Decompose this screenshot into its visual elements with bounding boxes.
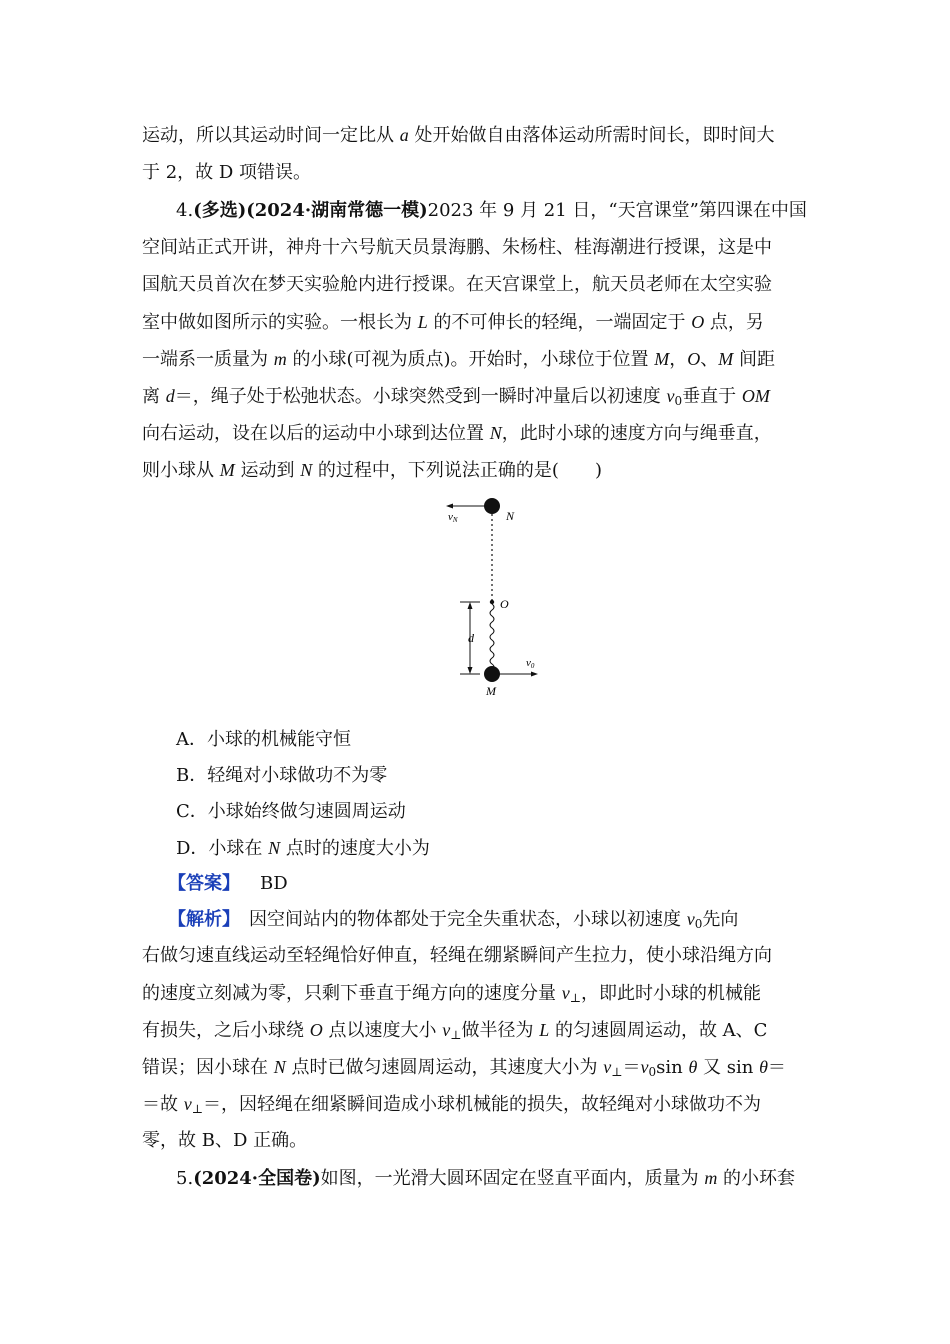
q4-line-3: 国航天员首次在梦天实验舱内进行授课。在天宫课堂上，航天员老师在太空实验 — [142, 274, 772, 295]
analysis-line-2: 右做匀速直线运动至轻绳恰好伸直，轻绳在绷紧瞬间产生拉力，使小球沿绳方向 — [142, 945, 772, 966]
point-O — [490, 600, 494, 604]
answer-value: BD — [260, 873, 288, 894]
option-B: B．轻绳对小球做功不为零 — [176, 765, 388, 786]
q4-line-1: 4.(多选)(2024·湖南常德一模)2023 年 9 月 21 日，“天宫课堂”第四课在中国 — [176, 200, 807, 221]
label-vN: vN — [448, 511, 458, 524]
v0-arrow-head — [531, 672, 538, 677]
answer-line — [168, 872, 288, 896]
analysis-line-1: 【解析】 因空间站内的物体都处于完全失重状态，小球以初速度 $v_0$先向 — [168, 909, 739, 931]
q4-line-5: 一端系一质量为 m 的小球(可视为质点)。开始时，小球位于位置 M，O、M 间距 — [142, 349, 775, 370]
analysis-line-5: 错误；因小球在 N 点时已做匀速圆周运动，其速度大小为 $v_\perp=v_0\sin$ θ 又 sin θ＝ — [142, 1057, 786, 1079]
option-C: C．小球始终做匀速圆周运动 — [176, 801, 406, 822]
analysis-line-4: 有损失，之后小球绕 O 点以速度大小 $v_\perp$做半径为 L 的匀速圆周运动，故 A、C — [142, 1020, 768, 1042]
label-M: M — [486, 684, 496, 698]
label-v0: v0 — [526, 657, 535, 670]
q4-line-7: 向右运动，设在以后的运动中小球到达位置 N，此时小球的速度方向与绳垂直， — [142, 423, 772, 444]
answer-label: 【答案】 — [168, 873, 240, 894]
slack-rope — [490, 604, 494, 669]
label-d: d — [468, 631, 474, 645]
analysis-line-7: 零，故 B、D 正确。 — [142, 1130, 308, 1151]
rope-ball-figure — [430, 490, 550, 700]
option-A: A．小球的机械能守恒 — [176, 729, 351, 750]
prev-line-2: 于 2，故 D 项错误。 — [142, 162, 312, 183]
q4-line-2: 空间站正式开讲，神舟十六号航天员景海鹏、朱杨柱、桂海潮进行授课，这是中 — [142, 237, 772, 258]
analysis-line-3: 的速度立刻减为零，只剩下垂直于绳方向的速度分量 $v_\perp$，即此时小球的机械能 — [142, 983, 762, 1005]
label-O: O — [500, 597, 509, 611]
q4-line-8: 则小球从 M 运动到 N 的过程中，下列说法正确的是( ) — [142, 460, 602, 481]
vN-arrow-head — [446, 504, 453, 509]
analysis-line-6: ＝故 $v_\perp=$，因轻绳在细紧瞬间造成小球机械能的损失，故轻绳对小球做功不为 — [142, 1094, 762, 1116]
analysis-label: 【解析】 — [168, 909, 231, 930]
q4-line-4: 室中做如图所示的实验。一根长为 L 的不可伸长的轻绳，一端固定于 O 点，另 — [142, 312, 764, 333]
prev-line-1: 运动，所以其运动时间一定比从 a 处开始做自由落体运动所需时间长，即时间大 — [142, 125, 775, 146]
q4-line-6: 离 d＝，绳子处于松弛状态。小球突然受到一瞬时冲量后以初速度 $v_0$垂直于 OM — [142, 386, 770, 408]
d-arrow-top — [468, 602, 473, 609]
d-arrow-bottom — [468, 667, 473, 674]
label-N: N — [506, 509, 515, 523]
q5-line-1: 5.(2024·全国卷)如图，一光滑大圆环固定在竖直平面内，质量为 m 的小环套 — [176, 1168, 796, 1189]
ball-N — [484, 498, 500, 514]
option-D: D．小球在 N 点时的速度大小为 — [176, 838, 430, 859]
